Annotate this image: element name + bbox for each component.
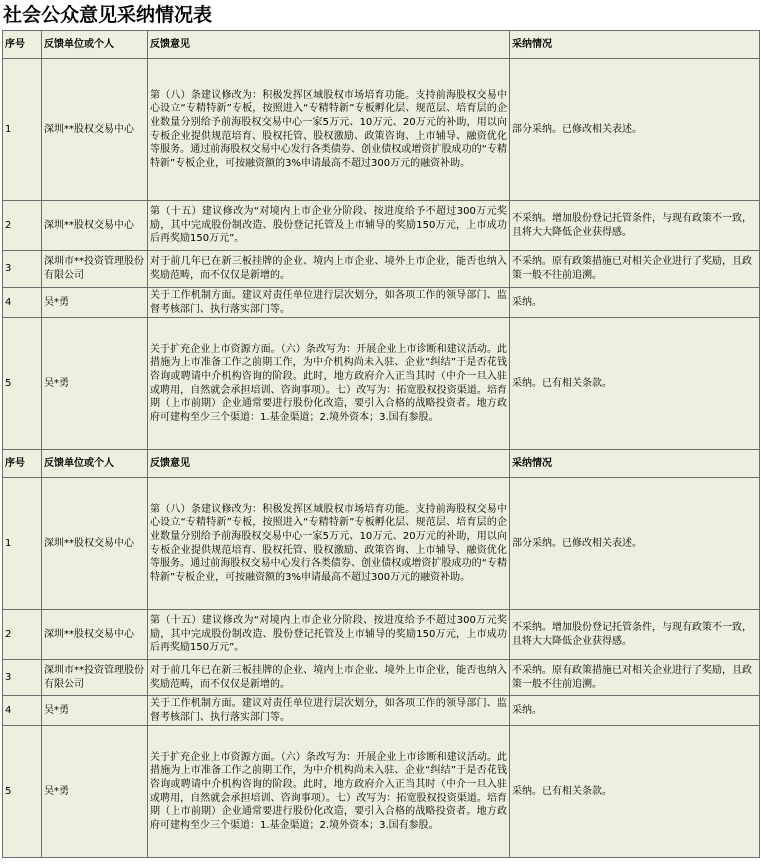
opinion-table (2, 30, 760, 858)
row-no: 2 (3, 201, 42, 251)
row-unit: 深圳**股权交易中心 (42, 610, 148, 660)
header-unit: 反馈单位或个人 (42, 450, 148, 478)
table-row (3, 478, 760, 610)
header-feedback: 反馈意见 (148, 31, 510, 59)
header-no: 序号 (3, 450, 42, 478)
row-feedback: 关于扩充企业上市资源方面。（六）条改写为：开展企业上市诊断和建议活动。此措施为上市准备工作之前期工作，为中介机构尚未入驻、企业“纠结”于是否花钱咨询或聘请中介机构咨询的阶段。此时，地方政府介入正当其时（中介一旦入驻或聘用，自然就会承担培训、咨询事项）。七）改写为：拓宽股权投资渠道。培育期（上市前期）企业通常要进行股份化改造，要引入合格的战略投资者。地方政府可建构至少三个渠道：1.基金渠道；2.境外资本；3.国有参股。 (148, 726, 510, 858)
row-adoption: 采纳。 (510, 696, 760, 726)
row-unit: 深圳**股权交易中心 (42, 201, 148, 251)
table-row (3, 660, 760, 696)
row-no: 5 (3, 318, 42, 450)
row-unit: 吴*勇 (42, 726, 148, 858)
table-row (3, 59, 760, 201)
row-adoption: 不采纳。增加股份登记托管条件，与现有政策不一致，且将大大降低企业获得感。 (510, 610, 760, 660)
row-feedback: 关于工作机制方面。建议对责任单位进行层次划分，如各项工作的领导部门、监督考核部门、执行落实部门等。 (148, 288, 510, 318)
table-row (3, 696, 760, 726)
page-title: 社会公众意见采纳情况表 (3, 4, 213, 26)
header-adoption: 采纳情况 (510, 31, 760, 59)
row-feedback: 第（十五）建议修改为“对境内上市企业分阶段、按进度给予不超过300万元奖励，其中完成股份制改造、股份登记托管及上市辅导的奖励150万元，上市成功后再奖励150万元”。 (148, 201, 510, 251)
row-feedback: 关于扩充企业上市资源方面。（六）条改写为：开展企业上市诊断和建议活动。此措施为上市准备工作之前期工作，为中介机构尚未入驻、企业“纠结”于是否花钱咨询或聘请中介机构咨询的阶段。此时，地方政府介入正当其时（中介一旦入驻或聘用，自然就会承担培训、咨询事项）。七）改写为：拓宽股权投资渠道。培育期（上市前期）企业通常要进行股份化改造，要引入合格的战略投资者。地方政府可建构至少三个渠道：1.基金渠道；2.境外资本；3.国有参股。 (148, 318, 510, 450)
row-no: 1 (3, 59, 42, 201)
row-feedback: 第（八）条建议修改为：积极发挥区域股权市场培育功能。支持前海股权交易中心设立“专精特新”专板，按照进入“专精特新”专板孵化层、规范层、培育层的企业数量分别给予前海股权交易中心一家5万元、10万元、20万元的补助，用以向专板企业提供规范培育、股权托管、股权激励、政策咨询、上市辅导、融资优化等服务。通过前海股权交易中心发行各类债券、创业债权或增资扩股成功的“专精特新”专板企业，可按融资额的3%申请最高不超过300万元的融资补助。 (148, 59, 510, 201)
row-no: 5 (3, 726, 42, 858)
row-feedback: 对于前几年已在新三板挂牌的企业、境内上市企业、境外上市企业，能否也纳入奖励范畴，而不仅仅是新增的。 (148, 660, 510, 696)
row-unit: 深圳**股权交易中心 (42, 478, 148, 610)
row-feedback: 第（八）条建议修改为：积极发挥区域股权市场培育功能。支持前海股权交易中心设立“专精特新”专板，按照进入“专精特新”专板孵化层、规范层、培育层的企业数量分别给予前海股权交易中心一家5万元、10万元、20万元的补助，用以向专板企业提供规范培育、股权托管、股权激励、政策咨询、上市辅导、融资优化等服务。通过前海股权交易中心发行各类债券、创业债权或增资扩股成功的“专精特新”专板企业，可按融资额的3%申请最高不超过300万元的融资补助。 (148, 478, 510, 610)
row-feedback: 第（十五）建议修改为“对境内上市企业分阶段、按进度给予不超过300万元奖励，其中完成股份制改造、股份登记托管及上市辅导的奖励150万元，上市成功后再奖励150万元”。 (148, 610, 510, 660)
row-no: 2 (3, 610, 42, 660)
row-no: 1 (3, 478, 42, 610)
header-unit: 反馈单位或个人 (42, 31, 148, 59)
header-row (3, 450, 760, 478)
header-adoption: 采纳情况 (510, 450, 760, 478)
row-unit: 深圳市**投资管理股份有限公司 (42, 251, 148, 288)
row-unit: 吴*勇 (42, 696, 148, 726)
row-adoption: 部分采纳。已修改相关表述。 (510, 59, 760, 201)
row-unit: 深圳**股权交易中心 (42, 59, 148, 201)
row-unit: 深圳市**投资管理股份有限公司 (42, 660, 148, 696)
header-no: 序号 (3, 31, 42, 59)
table-row (3, 726, 760, 858)
table-row (3, 288, 760, 318)
row-adoption: 不采纳。原有政策措施已对相关企业进行了奖励，且政策一般不往前追溯。 (510, 251, 760, 288)
row-adoption: 采纳。 (510, 288, 760, 318)
row-unit: 吴*勇 (42, 288, 148, 318)
row-no: 4 (3, 696, 42, 726)
row-unit: 吴*勇 (42, 318, 148, 450)
table-row (3, 201, 760, 251)
row-adoption: 采纳。已有相关条款。 (510, 726, 760, 858)
header-feedback: 反馈意见 (148, 450, 510, 478)
table-row (3, 251, 760, 288)
table-row (3, 318, 760, 450)
header-row (3, 31, 760, 59)
row-no: 4 (3, 288, 42, 318)
row-adoption: 不采纳。增加股份登记托管条件，与现有政策不一致，且将大大降低企业获得感。 (510, 201, 760, 251)
row-adoption: 采纳。已有相关条款。 (510, 318, 760, 450)
row-adoption: 不采纳。原有政策措施已对相关企业进行了奖励，且政策一般不往前追溯。 (510, 660, 760, 696)
row-feedback: 对于前几年已在新三板挂牌的企业、境内上市企业、境外上市企业，能否也纳入奖励范畴，而不仅仅是新增的。 (148, 251, 510, 288)
table-row (3, 610, 760, 660)
row-feedback: 关于工作机制方面。建议对责任单位进行层次划分，如各项工作的领导部门、监督考核部门、执行落实部门等。 (148, 696, 510, 726)
row-no: 3 (3, 660, 42, 696)
row-adoption: 部分采纳。已修改相关表述。 (510, 478, 760, 610)
row-no: 3 (3, 251, 42, 288)
